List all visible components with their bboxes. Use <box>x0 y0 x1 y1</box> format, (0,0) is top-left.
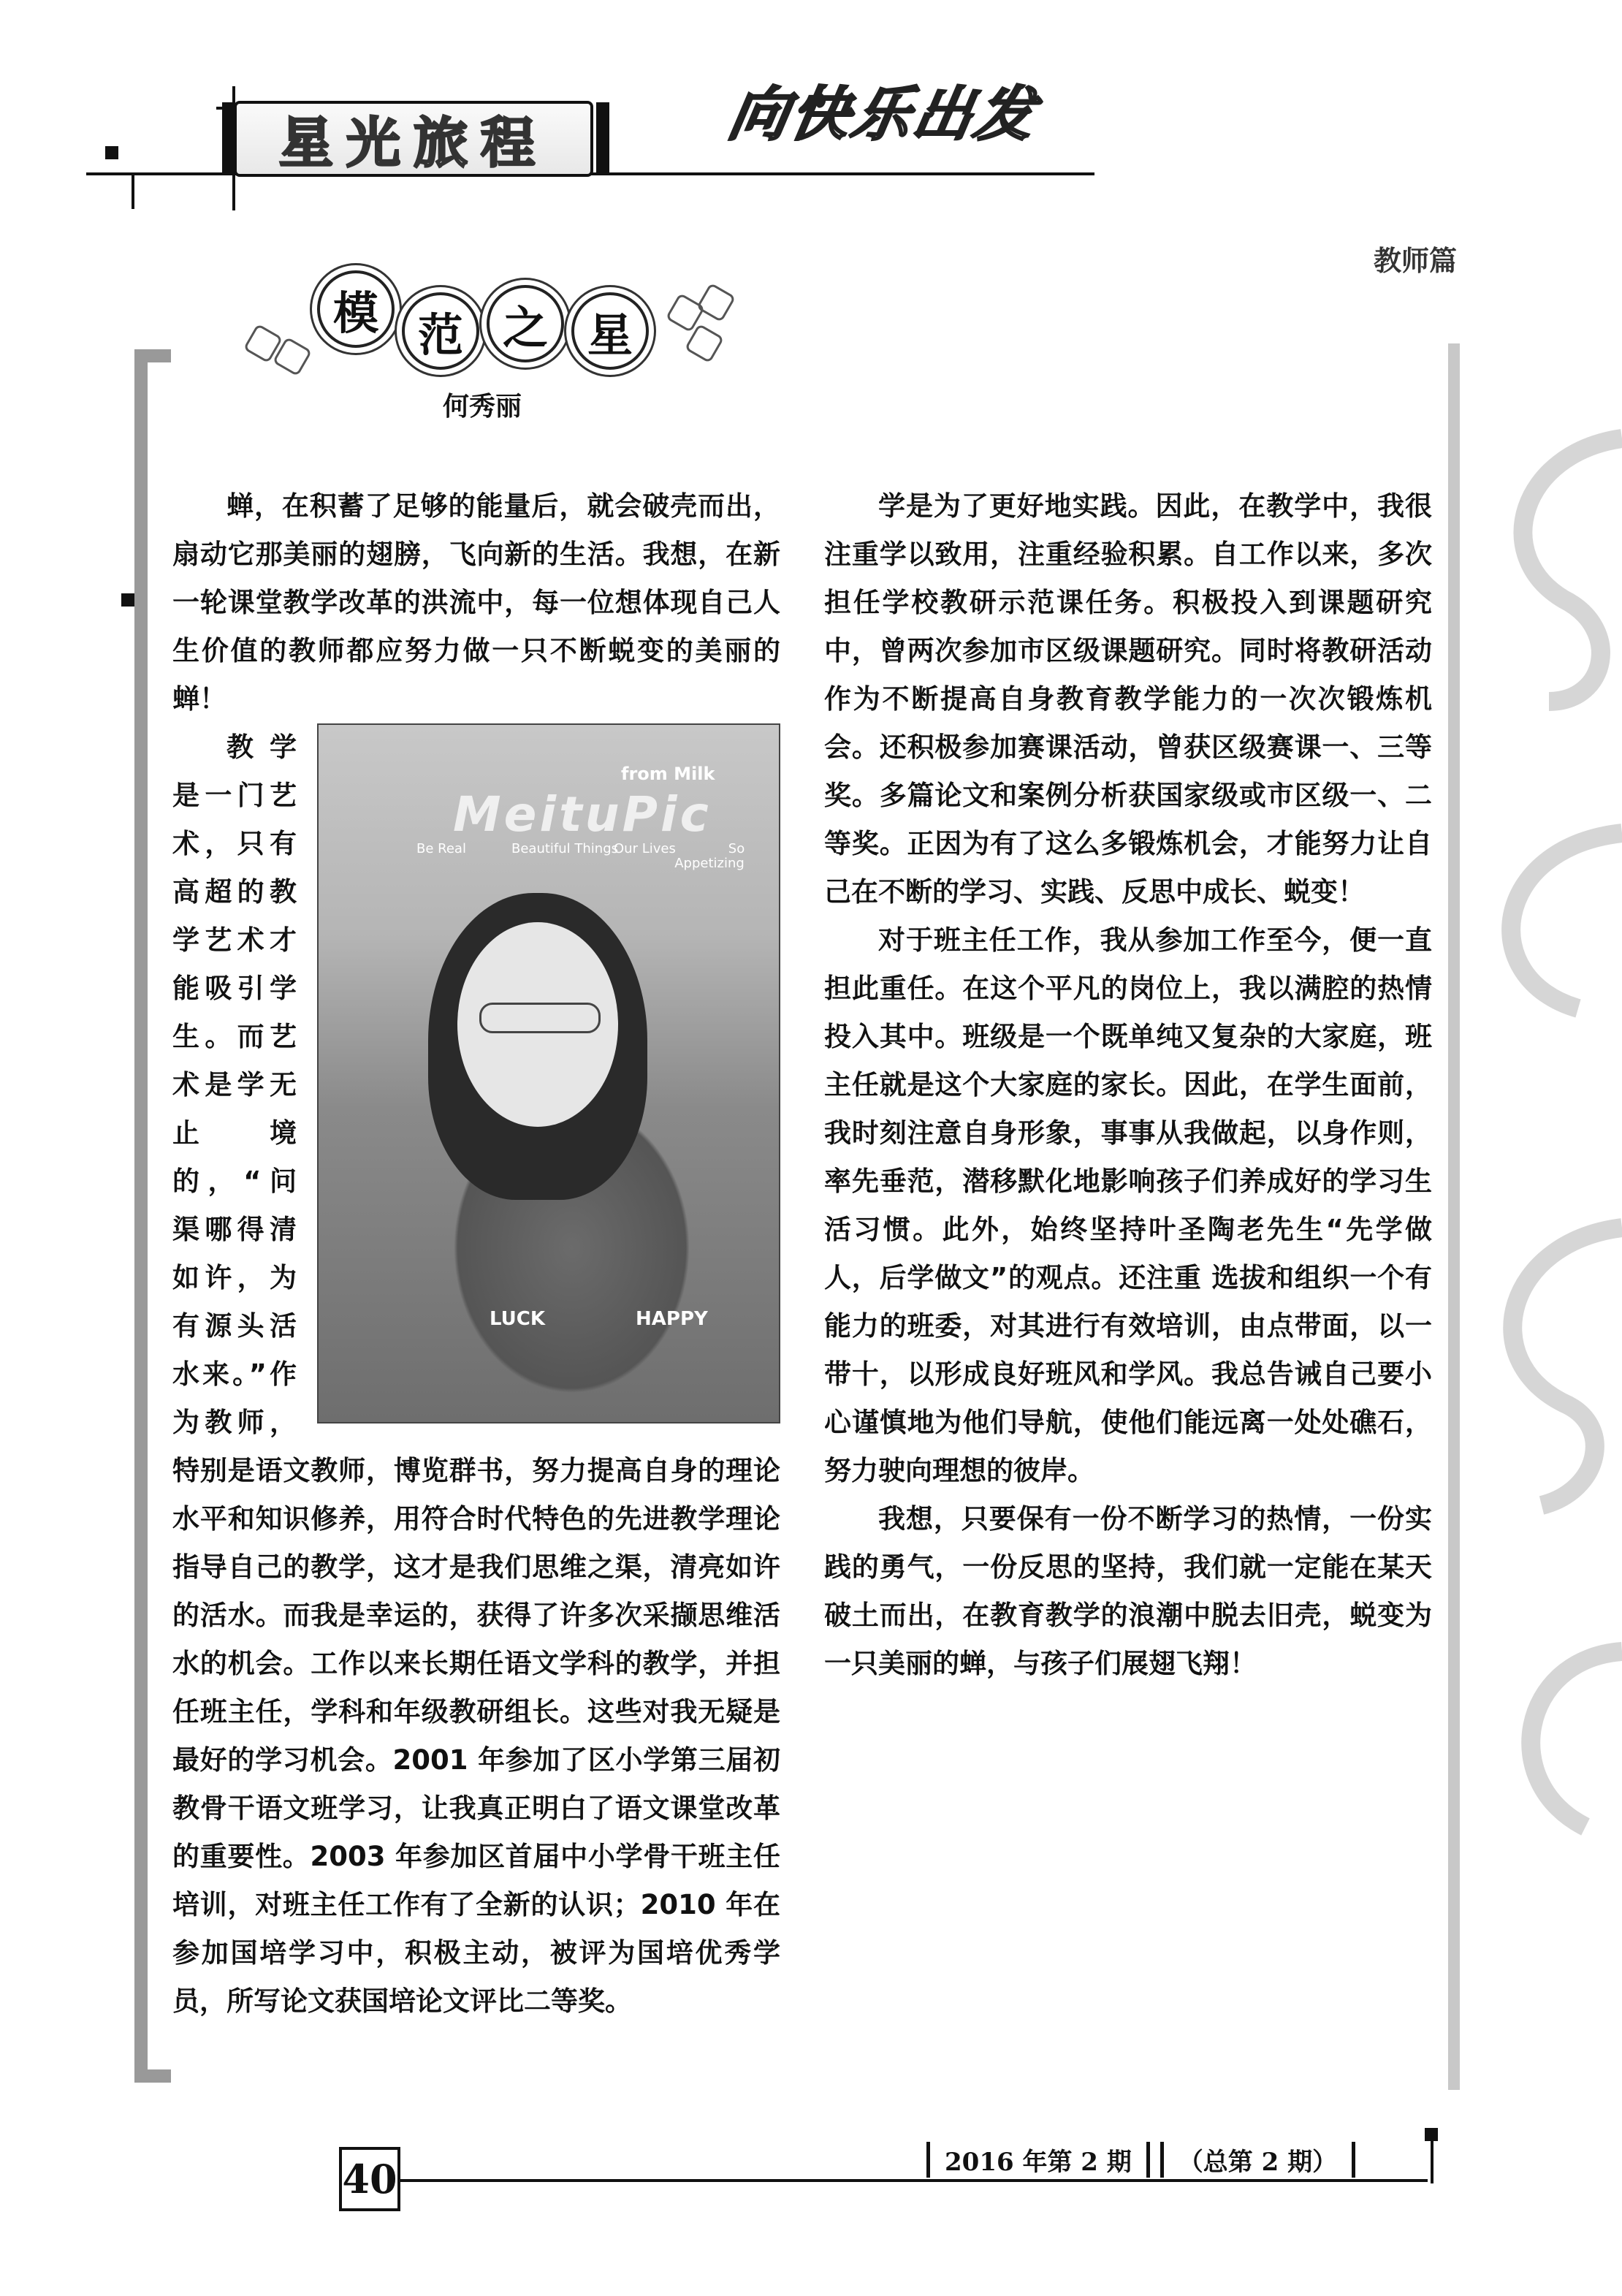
frame-square-marker <box>121 593 134 607</box>
paragraph: 对于班主任工作，我从参加工作至今，便一直担此重任。在这个平凡的岗位上，我以满腔的热情投入其中。班级是一个既单纯又复杂的大家庭，班主任就是这个大家庭的家长。因此，在学生面前，我时刻注意自身形象，事事从我做起，以身作则，率先垂范，潜移默化地影响孩子们养成好的学习生活习惯。此外，始终坚持叶圣陶老先生“先学做人，后学做文”的观点。还注重 选拔和组织一个有能力的班委，对其进行有效培训，由点带面，以一带十，以形成良好班风和学风。我总告诫自己要小心谨慎地为他们导航，使他们能远离一处处礁石，努力驶向理想的彼岸。 <box>824 924 1432 1486</box>
left-frame-cap-top <box>134 349 171 362</box>
title-char-4: 星 <box>571 292 649 370</box>
photo-tag: Beautiful Things <box>511 841 619 856</box>
article-column-left <box>172 482 780 2026</box>
paragraph: 学是为了更好地实践。因此，在教学中，我很注重学以致用，注重经验积累。自工作以来，多次担任学校教研示范课任务。积极投入到课题研究中，曾两次参加市区级课题研究。同时将教研活动作为不断提高自身教育教学能力的一次次锻炼机会。还积极参加赛课活动，曾获区级赛课一、三等奖。多篇论文和案例分析获国家级或市区级一、二等奖。正因为有了这么多锻炼机会，才能努力让自己在不断的学习、实践、反思中成长、蜕变！ <box>824 490 1432 908</box>
issue-info <box>926 2141 1366 2178</box>
paragraph-with-photo <box>172 723 780 2026</box>
right-frame-bar <box>1448 343 1460 2090</box>
photo-tag: So Appetizing <box>674 841 745 871</box>
paragraph-text: 教学是一门艺术，只有高超的教学艺术才能吸引学生。而艺术是学无止境的，“问渠哪得清如许，为有源头活水来。”作为教师，特别是语文教师，博览群书，努力提高自身的理论水平和知识修养，用符合时代特色的先进教学理论指导自己的教学，这才是我们思维之渠，清亮如许的活水。而我是幸运的，获得了许多次采撷思维活水的机会。工作以来长期任语文学科的教学，并担任班主任，学科和年级教研组长。这些对我无疑是最好的学习机会。2001 年参加了区小学第三届初教骨干语文班学习，让我真正明白了语文课堂改革的重要性。2003 年参加区首届中小学骨干班主任培训，对班主任工作有了全新的认识；2010 年在参加国培学习中，积极主动，被评为国培优秀学员，所写论文获国培论文评比二等奖。 <box>172 731 780 2017</box>
issue-label: 2016 年第 2 期 <box>926 2142 1150 2178</box>
background-cloud-pattern <box>1432 322 1622 2075</box>
left-frame-cap-bottom <box>134 2069 171 2083</box>
photo-watermark: MeituPic <box>453 786 712 843</box>
author-name: 何秀丽 <box>443 392 522 422</box>
paragraph: 蝉，在积蓄了足够的能量后，就会破壳而出，扇动它那美丽的翅膀，飞向新的生活。我想，在新一轮课堂教学改革的洪流中，每一位想体现自己人生价值的教师都应努力做一只不断蜕变的美丽的蝉！ <box>172 490 780 715</box>
title-char-2: 范 <box>402 292 479 370</box>
paragraph: 我想，只要保有一份不断学习的热情，一份实践的勇气，一份反思的坚持，我们就一定能在某天破土而出，在教育教学的浪潮中脱去旧壳，蜕变为一只美丽的蝉，与孩子们展翅飞翔！ <box>824 1503 1432 1679</box>
left-frame-bar <box>134 349 148 2083</box>
category-label: 教师篇 <box>1373 245 1457 277</box>
article-title <box>307 270 687 373</box>
photo-luck-label: LUCK <box>490 1308 545 1330</box>
title-char-1: 模 <box>317 270 395 348</box>
header-rule-vertical-main <box>132 172 134 209</box>
glasses-icon <box>479 1003 601 1033</box>
header-bracket-right <box>596 102 609 175</box>
column-title <box>234 101 593 177</box>
photo-happy-label: HAPPY <box>636 1308 708 1330</box>
photo-tag: Be Real <box>416 841 466 856</box>
total-issue-label: （总第 2 期） <box>1160 2142 1355 2178</box>
photo-from-text: from Milk <box>621 764 715 784</box>
author-photo <box>317 723 780 1423</box>
footer-rule <box>339 2179 1428 2182</box>
photo-tag: Our Lives <box>614 841 676 856</box>
article-column-right <box>824 482 1432 1688</box>
header-square-marker <box>105 146 118 159</box>
footer-rule-vertical <box>1431 2128 1433 2183</box>
magazine-logo: 向快乐出发 <box>723 79 1043 148</box>
pentagon-ornament-icon <box>696 283 736 323</box>
title-char-3: 之 <box>487 285 564 362</box>
page-number: 40 <box>339 2147 400 2211</box>
column-title-text: 星光旅程 <box>279 112 548 175</box>
